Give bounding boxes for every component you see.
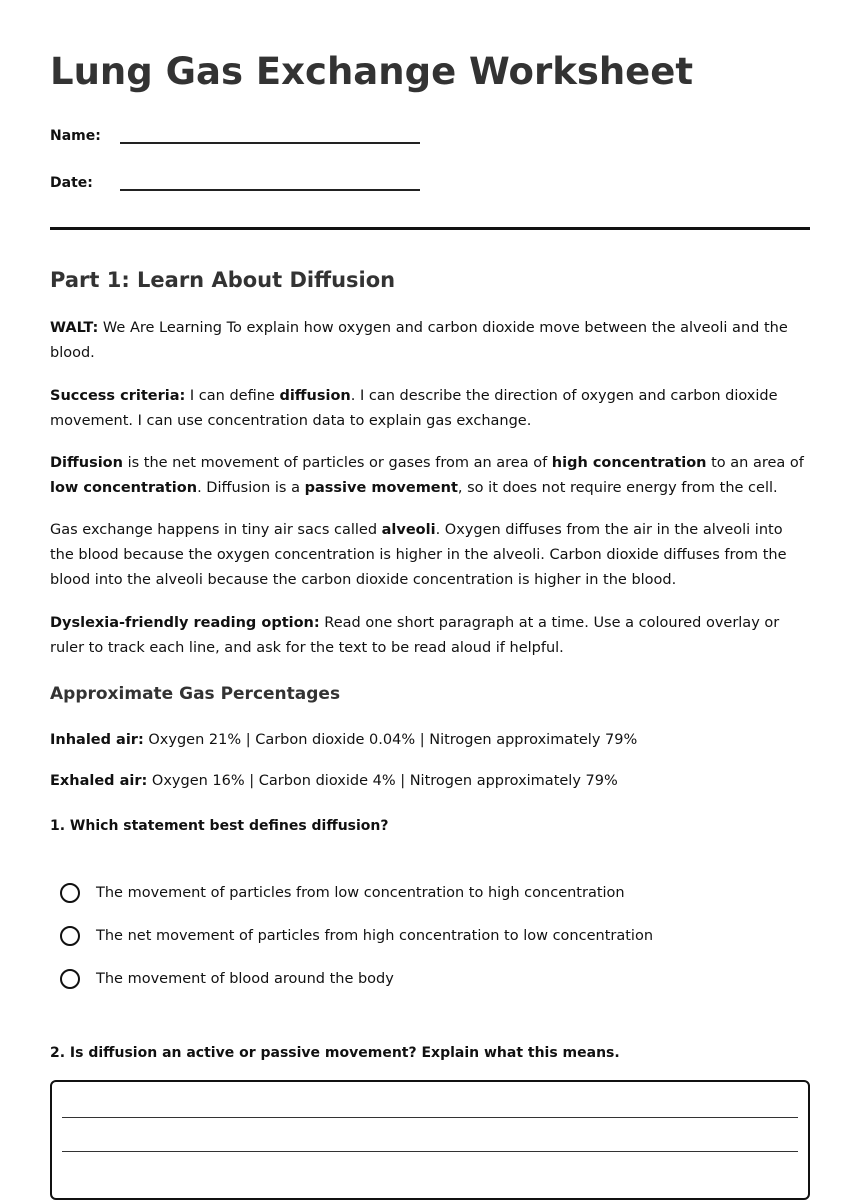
answer-line — [62, 1117, 798, 1118]
diffusion-text-2: to an area of — [706, 455, 804, 471]
q1-option-1-label: The movement of particles from low concentration to high concentration — [96, 885, 625, 901]
dyslexia-label: Dyslexia-friendly reading option: — [50, 615, 320, 631]
success-bold: diffusion — [279, 388, 351, 404]
gas-text-1: Gas exchange happens in tiny air sacs called — [50, 522, 382, 538]
date-field-row — [50, 169, 420, 191]
section-divider — [50, 227, 810, 230]
passive-movement-term: passive movement — [304, 480, 458, 496]
radio-button[interactable] — [60, 883, 80, 903]
walt-label: WALT: — [50, 320, 99, 336]
q1-option-3[interactable] — [60, 969, 394, 989]
name-label: Name: — [50, 128, 101, 144]
success-text-2: . I can describe the direction of oxygen and carbon dioxide movement. I can use concentration data to explain gas exchange. — [50, 388, 778, 429]
success-text-1: I can define — [185, 388, 280, 404]
q1-option-3-label: The movement of blood around the body — [96, 971, 394, 987]
success-criteria-paragraph — [50, 384, 810, 434]
page-title: Lung Gas Exchange Worksheet — [50, 50, 694, 93]
date-input-line[interactable] — [120, 169, 420, 191]
dyslexia-paragraph — [50, 611, 810, 661]
diffusion-text-4: , so it does not require energy from the cell. — [457, 480, 778, 496]
exhaled-text: Oxygen 16% | Carbon dioxide 4% | Nitrogen approximately 79% — [147, 773, 618, 789]
answer-line — [62, 1151, 798, 1152]
diffusion-text-3: . Diffusion is a — [197, 480, 305, 496]
q2-answer-box[interactable] — [50, 1080, 810, 1200]
gas-percentages-heading: Approximate Gas Percentages — [50, 684, 341, 704]
walt-text: We Are Learning To explain how oxygen and carbon dioxide move between the alveoli and the blood. — [50, 320, 788, 361]
inhaled-air-line — [50, 728, 810, 753]
date-label: Date: — [50, 175, 93, 191]
low-concentration-term: low concentration — [50, 480, 198, 496]
inhaled-text: Oxygen 21% | Carbon dioxide 0.04% | Nitrogen approximately 79% — [143, 732, 638, 748]
gas-exchange-paragraph — [50, 518, 810, 593]
question-1: 1. Which statement best defines diffusion? — [50, 818, 389, 834]
q1-option-2[interactable] — [60, 926, 653, 946]
radio-button[interactable] — [60, 969, 80, 989]
dyslexia-text: Read one short paragraph at a time. Use a coloured overlay or ruler to track each line, and ask for the text to be read aloud if helpful. — [50, 615, 780, 656]
name-input-line[interactable] — [120, 122, 420, 144]
walt-paragraph — [50, 316, 810, 366]
high-concentration-term: high concentration — [551, 455, 707, 471]
q1-option-2-label: The net movement of particles from high concentration to low concentration — [96, 928, 654, 944]
radio-button[interactable] — [60, 926, 80, 946]
diffusion-paragraph — [50, 451, 810, 501]
exhaled-air-line — [50, 769, 810, 794]
success-label: Success criteria: — [50, 388, 186, 404]
alveoli-term: alveoli — [381, 522, 436, 538]
exhaled-label: Exhaled air: — [50, 773, 148, 789]
gas-text-2: . Oxygen diffuses from the air in the alveoli into the blood because the oxygen concentration is higher in the alveoli. Carbon dioxide diffuses from the blood into the alveoli because the carbon dioxide concentration is higher in the blood. — [50, 522, 787, 588]
inhaled-label: Inhaled air: — [50, 732, 144, 748]
name-field-row — [50, 122, 420, 144]
q1-option-1[interactable] — [60, 883, 625, 903]
question-2: 2. Is diffusion an active or passive movement? Explain what this means. — [50, 1045, 620, 1061]
diffusion-term: Diffusion — [50, 455, 123, 471]
diffusion-text-1: is the net movement of particles or gases from an area of — [122, 455, 552, 471]
part1-heading: Part 1: Learn About Diffusion — [50, 268, 396, 292]
